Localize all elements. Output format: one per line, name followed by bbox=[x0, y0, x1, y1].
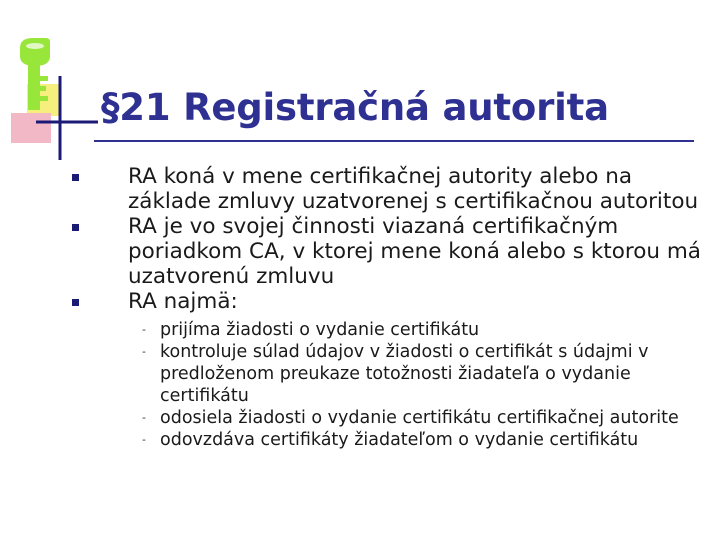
square-bullet-icon bbox=[72, 224, 79, 231]
title-underline bbox=[94, 140, 694, 142]
key-logo-icon bbox=[0, 0, 110, 170]
bullet-text: RA najmä: bbox=[128, 289, 238, 314]
sub-bullet-item bbox=[68, 319, 708, 341]
square-bullet-icon bbox=[72, 174, 79, 181]
bullet-text: RA je vo svojej činnosti viazaná certifikačným poriadkom CA, v ktorej mene koná alebo s ktorou má uzatvorenú zmluvu bbox=[128, 214, 701, 289]
sub-bullet-item bbox=[68, 429, 708, 451]
bullet-item bbox=[68, 214, 708, 289]
bullet-text: RA koná v mene certifikačnej autority alebo na základe zmluvy uzatvorenej s certifikačnou autoritou bbox=[128, 164, 699, 214]
pink-square bbox=[11, 113, 51, 143]
dash-bullet-icon: - bbox=[142, 433, 146, 446]
sub-bullet-text: odovzdáva certifikáty žiadateľom o vydanie certifikátu bbox=[160, 430, 639, 450]
sub-bullet-text: prijíma žiadosti o vydanie certifikátu bbox=[160, 320, 480, 340]
sub-bullet-text: odosiela žiadosti o vydanie certifikátu certifikačnej autorite bbox=[160, 408, 679, 428]
dash-bullet-icon: - bbox=[142, 345, 146, 358]
sub-bullet-list bbox=[68, 319, 708, 451]
bullet-list bbox=[68, 164, 708, 451]
slide-title: §21 Registračná autorita bbox=[101, 86, 609, 129]
square-bullet-icon bbox=[72, 299, 79, 306]
sub-bullet-item bbox=[68, 407, 708, 429]
dash-bullet-icon: - bbox=[142, 411, 146, 424]
bullet-item bbox=[68, 164, 708, 214]
sub-bullet-text: kontroluje súlad údajov v žiadosti o certifikát s údajmi v predloženom preukaze totožnosti žiadateľa o vydanie certifikátu bbox=[160, 342, 649, 406]
sub-bullet-item bbox=[68, 341, 708, 407]
bullet-item bbox=[68, 289, 708, 451]
key-icon bbox=[20, 38, 50, 110]
dash-bullet-icon: - bbox=[142, 323, 146, 336]
